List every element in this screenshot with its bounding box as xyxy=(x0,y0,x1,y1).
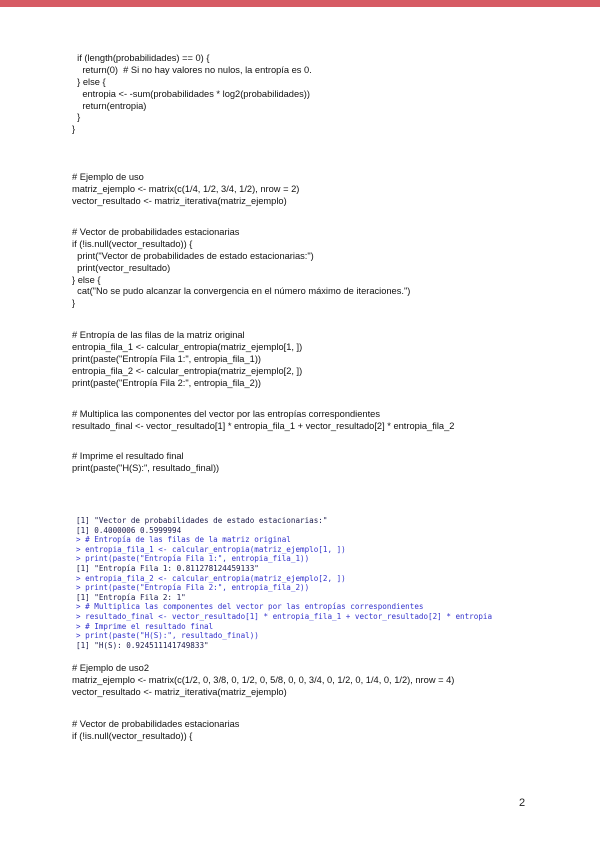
code-block-stationary-vector-2 xyxy=(72,719,239,743)
code-block-multiply xyxy=(72,409,454,433)
code-line: cat("No se pudo alcanzar la convergencia en el número máximo de iteraciones.") xyxy=(72,286,411,297)
console-line: > print(paste("Entropía Fila 1:", entropia_fila_1)) xyxy=(76,554,310,564)
code-line: } xyxy=(72,298,76,309)
code-line: if (!is.null(vector_resultado)) { xyxy=(72,238,193,249)
console-line: > print(paste("Entropía Fila 2:", entropia_fila_2)) xyxy=(76,583,310,593)
console-line: [1] "Entropía Fila 1: 0.811278124459133" xyxy=(76,563,259,573)
code-line: entropia <- -sum(probabilidades * log2(probabilidades)) xyxy=(72,88,310,99)
code-line: print(paste("H(S):", resultado_final)) xyxy=(72,462,220,473)
code-line: print(vector_resultado) xyxy=(72,262,171,273)
code-block-row-entropy xyxy=(72,330,302,389)
top-accent-bar xyxy=(0,0,600,7)
code-line: } else { xyxy=(72,76,106,87)
console-line: > entropia_fila_1 <- calcular_entropia(matriz_ejemplo[1, ]) xyxy=(76,544,346,554)
r-console-output-screenshot xyxy=(76,516,546,650)
code-line: if (!is.null(vector_resultado)) { xyxy=(72,730,193,741)
code-line: # Multiplica las componentes del vector por las entropías correspondientes xyxy=(72,409,380,419)
code-line: entropia_fila_1 <- calcular_entropia(matriz_ejemplo[1, ]) xyxy=(72,341,303,352)
console-line: > # Multiplica las componentes del vector por las entropías correspondientes xyxy=(76,602,424,612)
code-block-example-usage-2 xyxy=(72,663,454,699)
console-line: [1] "Vector de probabilidades de estado estacionarias:" xyxy=(76,516,328,525)
code-line: if (length(probabilidades) == 0) { xyxy=(72,53,210,63)
code-block-print-result xyxy=(72,451,219,475)
code-line: print(paste("Entropía Fila 2:", entropia_fila_2)) xyxy=(72,377,262,388)
console-line: > entropia_fila_2 <- calcular_entropia(matriz_ejemplo[2, ]) xyxy=(76,573,346,583)
console-line: [1] 0.4000006 0.5999994 xyxy=(76,525,182,535)
code-line: # Ejemplo de uso2 xyxy=(72,663,150,673)
code-line: matriz_ejemplo <- matrix(c(1/2, 0, 3/8, 0, 1/2, 0, 5/8, 0, 0, 3/4, 0, 1/2, 0, 1/4, 0, 1/2), nrow = 4) xyxy=(72,674,455,685)
page-number: 2 xyxy=(519,797,526,809)
code-line: } else { xyxy=(72,274,101,285)
console-line: > # Entropía de las filas de la matriz original xyxy=(76,535,291,545)
console-line: [1] "H(S): 0.924511141749833" xyxy=(76,640,209,650)
code-line: # Entropía de las filas de la matriz original xyxy=(72,330,245,340)
code-line: resultado_final <- vector_resultado[1] * entropia_fila_1 + vector_resultado[2] * entropia_fila_2 xyxy=(72,420,455,431)
code-block-stationary-vector xyxy=(72,227,410,310)
code-line: return(0) # Si no hay valores no nulos, la entropía es 0. xyxy=(72,64,312,75)
code-line: matriz_ejemplo <- matrix(c(1/4, 1/2, 3/4, 1/2), nrow = 2) xyxy=(72,183,300,194)
code-line: vector_resultado <- matriz_iterativa(matriz_ejemplo) xyxy=(72,195,287,206)
code-line: # Vector de probabilidades estacionarias xyxy=(72,227,240,237)
code-line: } xyxy=(72,112,81,123)
code-line: return(entropia) xyxy=(72,100,147,111)
code-line: } xyxy=(72,124,76,135)
console-line: > resultado_final <- vector_resultado[1] * entropia_fila_1 + vector_resultado[2] * entropia xyxy=(76,611,493,621)
code-line: # Ejemplo de uso xyxy=(72,172,144,182)
code-line: print("Vector de probabilidades de estado estacionarias:") xyxy=(72,250,314,261)
console-line: > print(paste("H(S):", resultado_final)) xyxy=(76,631,259,641)
console-line: [1] "Entropía Fila 2: 1" xyxy=(76,592,186,602)
console-line: > # Imprime el resultado final xyxy=(76,621,214,631)
code-block-entropy-return xyxy=(72,53,312,136)
code-line: vector_resultado <- matriz_iterativa(matriz_ejemplo) xyxy=(72,686,287,697)
code-line: print(paste("Entropía Fila 1:", entropia_fila_1)) xyxy=(72,353,262,364)
code-line: entropia_fila_2 <- calcular_entropia(matriz_ejemplo[2, ]) xyxy=(72,365,303,376)
code-block-example-usage xyxy=(72,172,299,208)
code-line: # Vector de probabilidades estacionarias xyxy=(72,719,240,729)
code-line: # Imprime el resultado final xyxy=(72,451,184,461)
